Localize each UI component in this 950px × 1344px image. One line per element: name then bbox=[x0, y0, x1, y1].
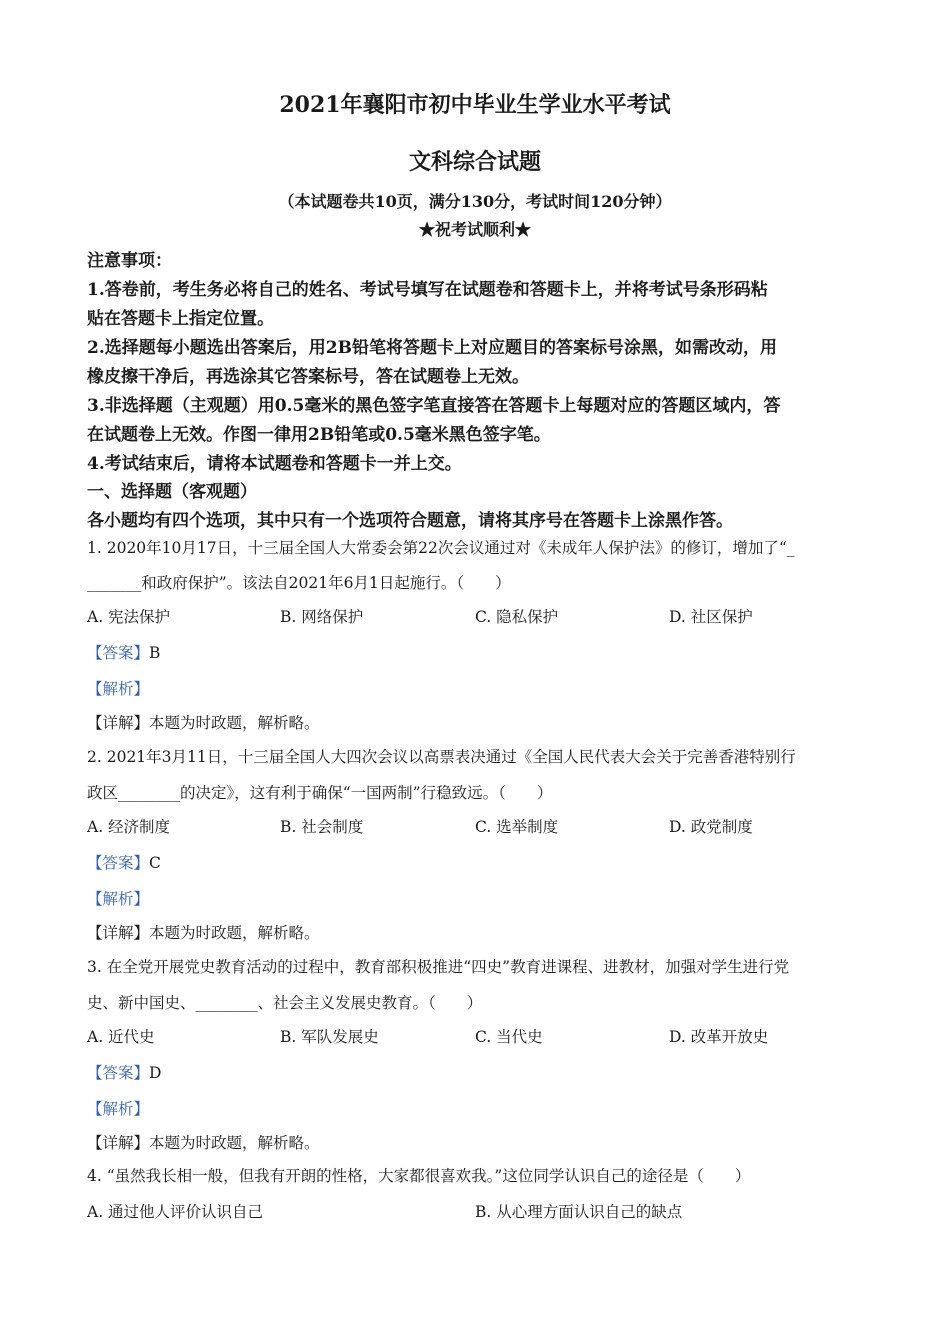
detail-text: 本题为时政题，解析略。 bbox=[149, 714, 320, 732]
answer-value: C bbox=[149, 854, 161, 872]
notice-line: 1.答卷前，考生务必将自己的姓名、考试号填写在试题卷和答题卡上，并将考试号条形码粘 bbox=[87, 280, 768, 300]
question-2-line2: 政区________的决定》，这有利于确保“一国两制”行稳致远。（ ） bbox=[87, 784, 553, 802]
question-4-option-b: B. 从心理方面认识自己的缺点 bbox=[475, 1203, 683, 1221]
question-3-analysis-label: 【解析】 bbox=[87, 1100, 150, 1118]
question-3-line2: 史、新中国史、________、社会主义发展史教育。（ ） bbox=[87, 994, 483, 1012]
exam-subtitle: 文科综合试题 bbox=[408, 149, 541, 175]
question-1-line1: 1. 2020年10月17日，十三届全国人大常委会第22次会议通过对《未成年人保护法》的修订，增加了“_ bbox=[87, 539, 795, 557]
notice-line: 3.非选择题（主观题）用0.5毫米的黑色签字笔直接答在答题卡上每题对应的答题区域内，答 bbox=[87, 396, 781, 416]
section-instruction: 各小题均有四个选项，其中只有一个选项符合题意，请将其序号在答题卡上涂黑作答。 bbox=[87, 511, 733, 531]
question-4-option-a: A. 通过他人评价认识自己 bbox=[87, 1203, 264, 1221]
question-2-detail bbox=[87, 921, 320, 943]
detail-label: 【详解】 bbox=[87, 1134, 150, 1152]
notice-heading: 注意事项： bbox=[87, 251, 172, 271]
question-1-line2: _______和政府保护”。该法自2021年6月1日起施行。（ ） bbox=[87, 574, 511, 592]
answer-value: D bbox=[149, 1064, 162, 1082]
question-2-option-a: A. 经济制度 bbox=[87, 818, 171, 836]
question-1-option-d: D. 社区保护 bbox=[669, 608, 753, 626]
answer-label: 【答案】 bbox=[87, 644, 150, 662]
exam-info: （本试题卷共10页，满分130分，考试时间120分钟） bbox=[278, 192, 672, 211]
answer-label: 【答案】 bbox=[87, 854, 150, 872]
question-3-option-a: A. 近代史 bbox=[87, 1028, 155, 1046]
question-1-detail bbox=[87, 711, 320, 733]
question-2-option-c: C. 选举制度 bbox=[475, 818, 559, 836]
question-1-option-a: A. 宪法保护 bbox=[87, 608, 171, 626]
answer-value: B bbox=[149, 644, 161, 662]
notice-line: 在试题卷上无效。作图一律用2B铅笔或0.5毫米黑色签字笔。 bbox=[87, 425, 551, 445]
question-4-line1: 4. “虽然我长相一般，但我有开朗的性格，大家都很喜欢我。”这位同学认识自己的途径是（ ） bbox=[87, 1167, 751, 1185]
question-1-answer bbox=[87, 641, 160, 663]
question-2-option-b: B. 社会制度 bbox=[280, 818, 364, 836]
detail-text: 本题为时政题，解析略。 bbox=[149, 924, 320, 942]
question-3-answer bbox=[87, 1061, 161, 1083]
question-1-option-b: B. 网络保护 bbox=[280, 608, 364, 626]
question-1-option-c: C. 隐私保护 bbox=[475, 608, 559, 626]
notice-line: 4.考试结束后，请将本试题卷和答题卡一并上交。 bbox=[87, 454, 462, 474]
question-2-answer bbox=[87, 851, 161, 873]
notice-line: 贴在答题卡上指定位置。 bbox=[87, 309, 274, 329]
question-3-detail bbox=[87, 1131, 320, 1153]
question-2-line1: 2. 2021年3月11日，十三届全国人大四次会议以高票表决通过《全国人民代表大会关于完善香港特别行 bbox=[87, 748, 796, 766]
section-heading: 一、选择题（客观题） bbox=[87, 482, 257, 502]
detail-text: 本题为时政题，解析略。 bbox=[149, 1134, 320, 1152]
question-3-option-b: B. 军队发展史 bbox=[280, 1028, 379, 1046]
notice-line: 橡皮擦干净后，再选涂其它答案标号，答在试题卷上无效。 bbox=[87, 367, 529, 387]
question-3-option-d: D. 改革开放史 bbox=[669, 1028, 769, 1046]
question-1-analysis-label: 【解析】 bbox=[87, 680, 150, 698]
question-2-analysis-label: 【解析】 bbox=[87, 890, 150, 908]
exam-wish: ★祝考试顺利★ bbox=[418, 220, 531, 239]
question-3-line1: 3. 在全党开展党史教育活动的过程中，教育部积极推进“四史”教育进课程、进教材，加强对学生进行党 bbox=[87, 958, 790, 976]
detail-label: 【详解】 bbox=[87, 714, 150, 732]
detail-label: 【详解】 bbox=[87, 924, 150, 942]
notice-line: 2.选择题每小题选出答案后，用2B铅笔将答题卡上对应题目的答案标号涂黑，如需改动，用 bbox=[87, 338, 777, 358]
question-3-option-c: C. 当代史 bbox=[475, 1028, 543, 1046]
question-2-option-d: D. 政党制度 bbox=[669, 818, 753, 836]
answer-label: 【答案】 bbox=[87, 1064, 150, 1082]
exam-title: 2021年襄阳市初中毕业生学业水平考试 bbox=[279, 92, 671, 118]
